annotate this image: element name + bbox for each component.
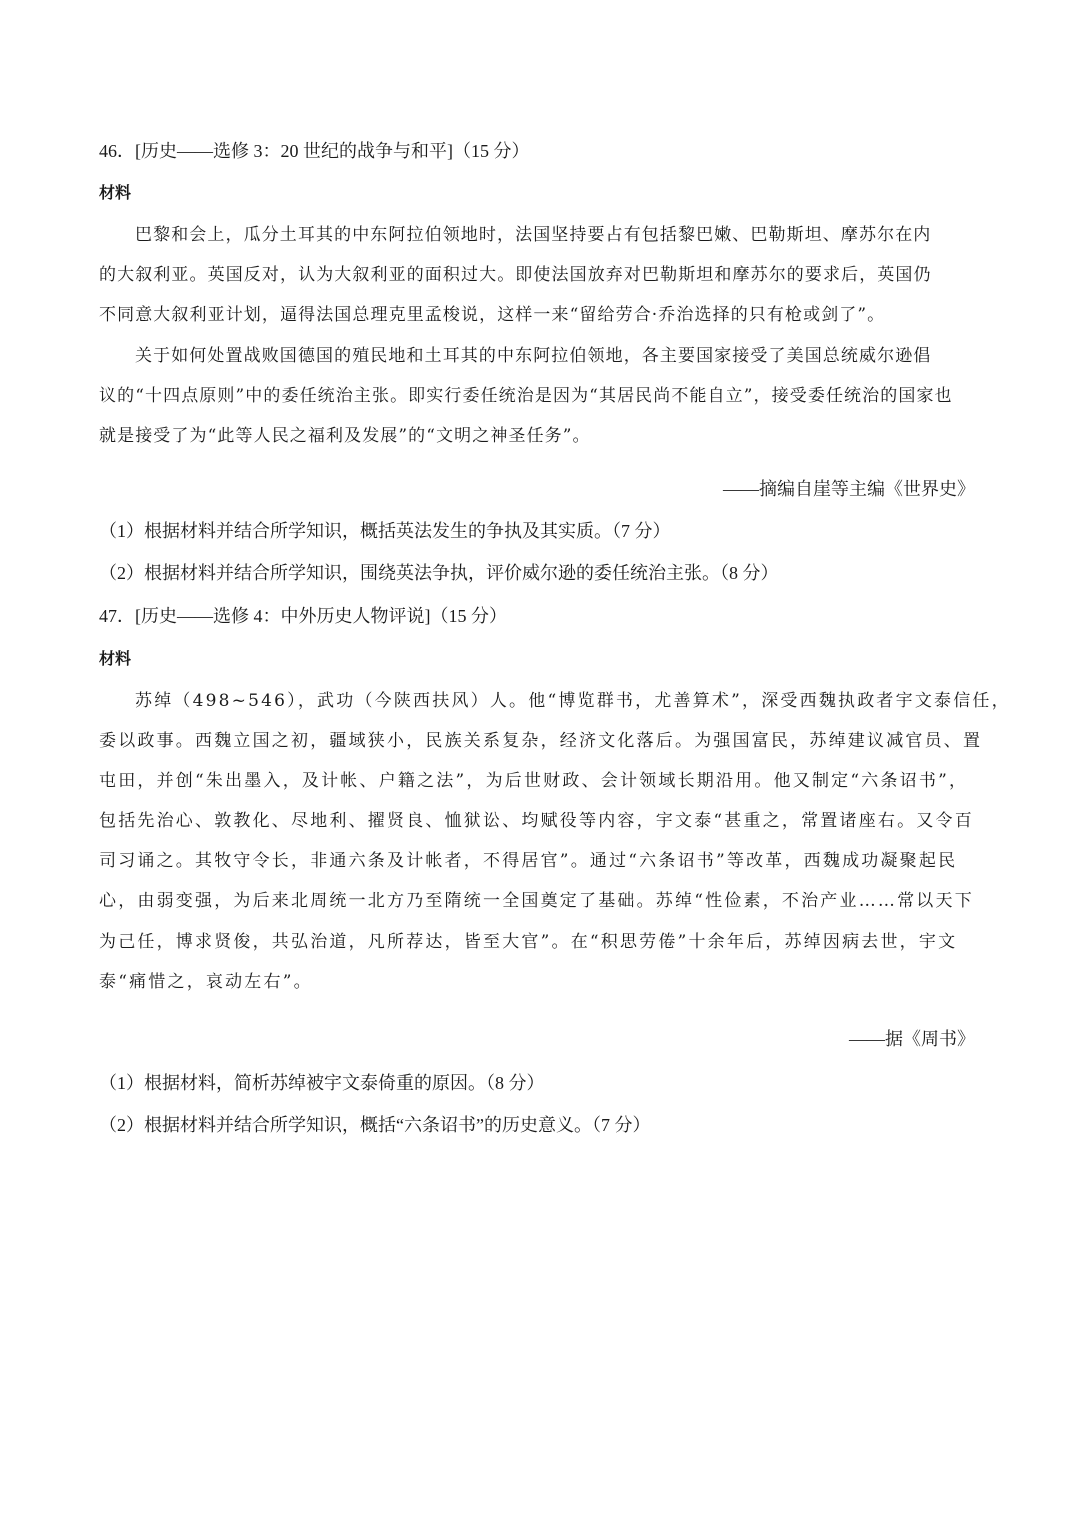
question-47-paragraph-line: 包括先治心、敦教化、尽地利、擢贤良、恤狱讼、均赋役等内容，宇文泰“甚重之，常置诸座右。又令百: [99, 811, 974, 831]
question-47-subquestion-1: （1）根据材料，简析苏绰被宇文泰倚重的原因。（8 分）: [99, 1073, 545, 1093]
question-47-paragraph-line: 心，由弱变强，为后来北周统一北方乃至隋统一全国奠定了基础。苏绰“性俭素，不治产业……常以天下: [99, 891, 974, 911]
question-46-heading: 46．[历史——选修 3：20 世纪的战争与和平]（15 分）: [99, 141, 530, 161]
question-46-subquestion-2: （2）根据材料并结合所学知识，围绕英法争执，评价威尔逊的委任统治主张。（8 分）: [99, 563, 779, 583]
question-46-material-label: 材料: [99, 183, 132, 202]
question-47-paragraph-line: 委以政事。西魏立国之初，疆域狭小，民族关系复杂，经济文化落后。为强国富民，苏绰建议减官员、置: [99, 731, 983, 751]
question-46-source: ——摘编自崖等主编《世界史》: [723, 479, 975, 499]
question-47-paragraph-line: 苏绰（498~546），武功（今陕西扶风）人。他“博览群书，尤善算术”，深受西魏执政者宇文泰信任，: [135, 691, 1011, 711]
question-47-subquestion-2: （2）根据材料并结合所学知识，概括“六条诏书”的历史意义。（7 分）: [99, 1115, 651, 1135]
question-46-paragraph1-line: 巴黎和会上，瓜分土耳其的中东阿拉伯领地时，法国坚持要占有包括黎巴嫩、巴勒斯坦、摩苏尔在内: [135, 225, 932, 245]
question-47-paragraph-line: 泰“痛惜之，哀动左右”。: [99, 972, 313, 992]
question-46-paragraph2-line: 议的“十四点原则”中的委任统治主张。即实行委任统治是因为“其居民尚不能自立”，接受委任统治的国家也: [99, 386, 953, 406]
question-46-paragraph1-line: 不同意大叙利亚计划，逼得法国总理克里孟梭说，这样一来“留给劳合·乔治选择的只有枪或剑了”。: [99, 305, 886, 325]
question-46-paragraph2-line: 关于如何处置战败国德国的殖民地和土耳其的中东阿拉伯领地，各主要国家接受了美国总统威尔逊倡: [135, 346, 932, 366]
question-46-paragraph2-line: 就是接受了为“此等人民之福利及发展”的“文明之神圣任务”。: [99, 426, 591, 446]
question-46-paragraph1-line: 的大叙利亚。英国反对，认为大叙利亚的面积过大。即使法国放弃对巴勒斯坦和摩苏尔的要求后，英国仍: [99, 265, 932, 285]
question-46-subquestion-1: （1）根据材料并结合所学知识，概括英法发生的争执及其实质。（7 分）: [99, 521, 671, 541]
question-47-source: ——据《周书》: [849, 1029, 975, 1049]
question-47-paragraph-line: 为己任，博求贤俊，共弘治道，凡所荐达，皆至大官”。在“积思劳倦”十余年后，苏绰因病去世，宇文: [99, 932, 958, 952]
question-47-heading: 47．[历史——选修 4：中外历史人物评说]（15 分）: [99, 606, 507, 626]
question-47-material-label: 材料: [99, 649, 132, 668]
question-47-paragraph-line: 司习诵之。其牧守令长，非通六条及计帐者，不得居官”。通过“六条诏书”等改革，西魏成功凝聚起民: [99, 851, 958, 871]
question-47-paragraph-line: 屯田，并创“朱出墨入，及计帐、户籍之法”，为后世财政、会计领域长期沿用。他又制定“六条诏书”，: [99, 771, 969, 791]
